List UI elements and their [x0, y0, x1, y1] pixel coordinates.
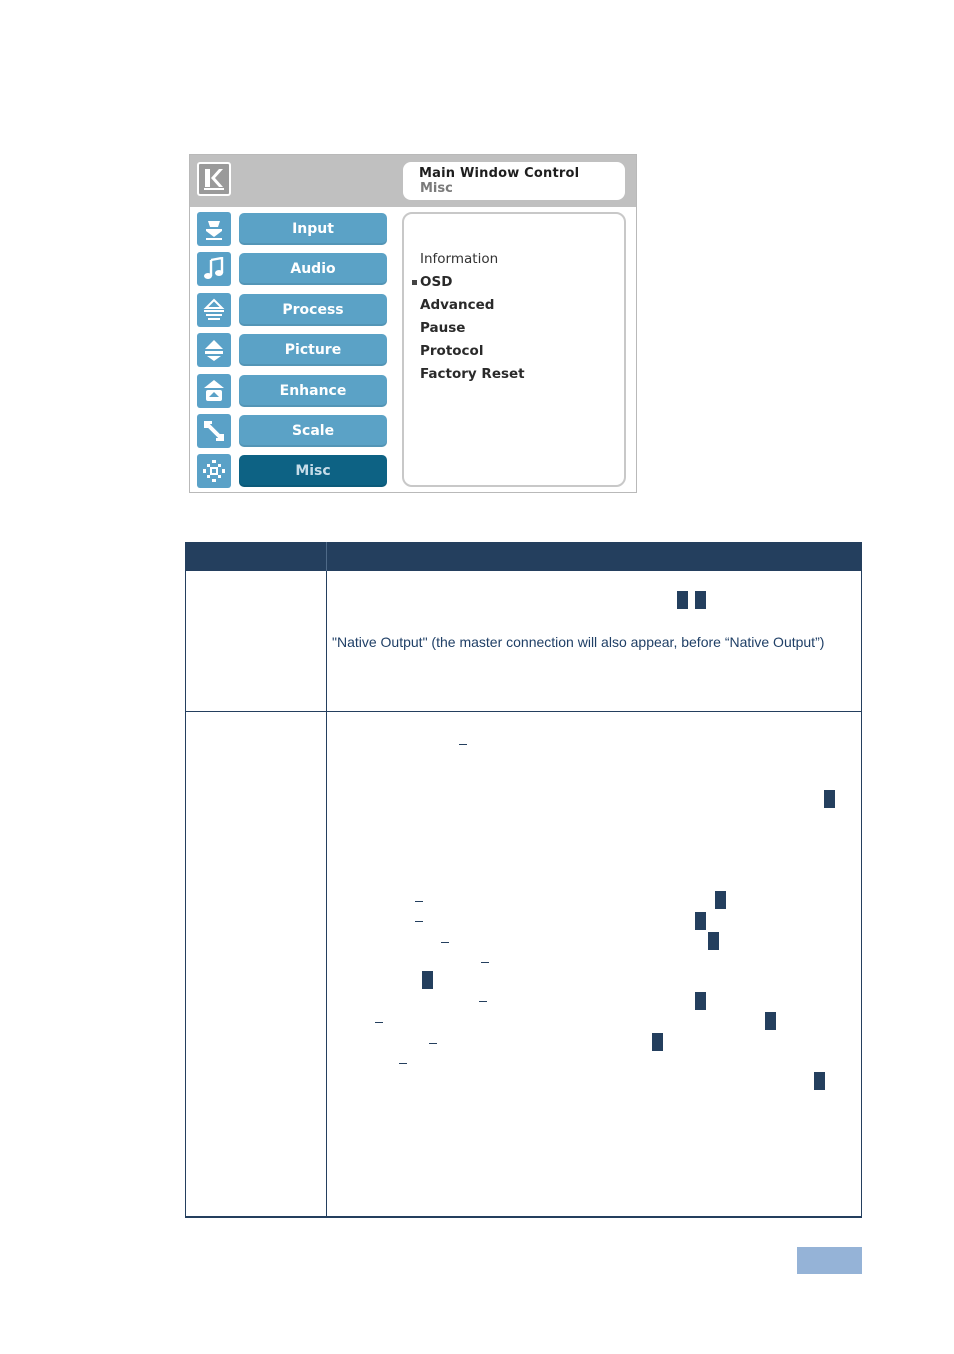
submenu-item-osd[interactable]: OSD	[420, 274, 453, 290]
menu-button-audio[interactable]: Audio	[239, 253, 387, 285]
input-icon	[197, 212, 231, 246]
osd-header	[190, 155, 636, 207]
redacted-mark	[652, 1033, 663, 1051]
misc-icon	[197, 454, 231, 488]
dash-mark	[479, 1001, 487, 1002]
menu-button-picture[interactable]: Picture	[239, 334, 387, 366]
window-title: Main Window Control	[419, 166, 580, 181]
submenu-panel	[402, 212, 626, 487]
osd-menu-screenshot	[189, 154, 637, 493]
redacted-mark	[677, 591, 688, 609]
redacted-mark	[708, 932, 719, 950]
menu-button-input[interactable]: Input	[239, 213, 387, 245]
dash-mark	[415, 921, 423, 922]
dash-mark	[459, 744, 467, 745]
submenu-item-protocol[interactable]: Protocol	[420, 343, 484, 359]
dash-mark	[441, 942, 449, 943]
header-divider	[326, 542, 327, 571]
redacted-mark	[814, 1072, 825, 1090]
dash-mark	[415, 901, 423, 902]
process-icon	[197, 293, 231, 327]
column-divider	[326, 571, 327, 1216]
scale-icon	[197, 414, 231, 448]
native-output-text: "Native Output" (the master connection will also appear, before “Native Output”)	[332, 634, 825, 650]
redacted-mark	[715, 891, 726, 909]
dash-mark	[375, 1022, 383, 1023]
settings-table	[185, 542, 862, 1218]
table-header	[186, 542, 861, 571]
submenu-item-factory-reset[interactable]: Factory Reset	[420, 366, 525, 382]
redacted-mark	[695, 992, 706, 1010]
music-note-icon	[197, 252, 231, 286]
redacted-mark	[695, 591, 706, 609]
submenu-item-pause[interactable]: Pause	[420, 320, 466, 336]
submenu-item-information[interactable]: Information	[420, 251, 499, 267]
picture-icon	[197, 333, 231, 367]
menu-button-misc[interactable]: Misc	[239, 455, 387, 487]
menu-button-enhance[interactable]: Enhance	[239, 375, 387, 407]
dash-mark	[481, 962, 489, 963]
menu-button-process[interactable]: Process	[239, 294, 387, 326]
dash-mark	[429, 1043, 437, 1044]
kramer-logo-icon	[197, 162, 231, 196]
dash-mark	[399, 1063, 407, 1064]
window-title-box	[403, 162, 625, 200]
redacted-mark	[695, 912, 706, 930]
redacted-mark	[765, 1012, 776, 1030]
window-subtitle: Misc	[420, 181, 453, 196]
redacted-mark	[422, 971, 433, 989]
menu-button-scale[interactable]: Scale	[239, 415, 387, 447]
submenu-item-advanced[interactable]: Advanced	[420, 297, 495, 313]
page-number-tab	[797, 1247, 862, 1274]
redacted-mark	[824, 790, 835, 808]
enhance-icon	[197, 374, 231, 408]
selection-marker-icon	[412, 280, 417, 285]
row-divider	[186, 711, 861, 712]
